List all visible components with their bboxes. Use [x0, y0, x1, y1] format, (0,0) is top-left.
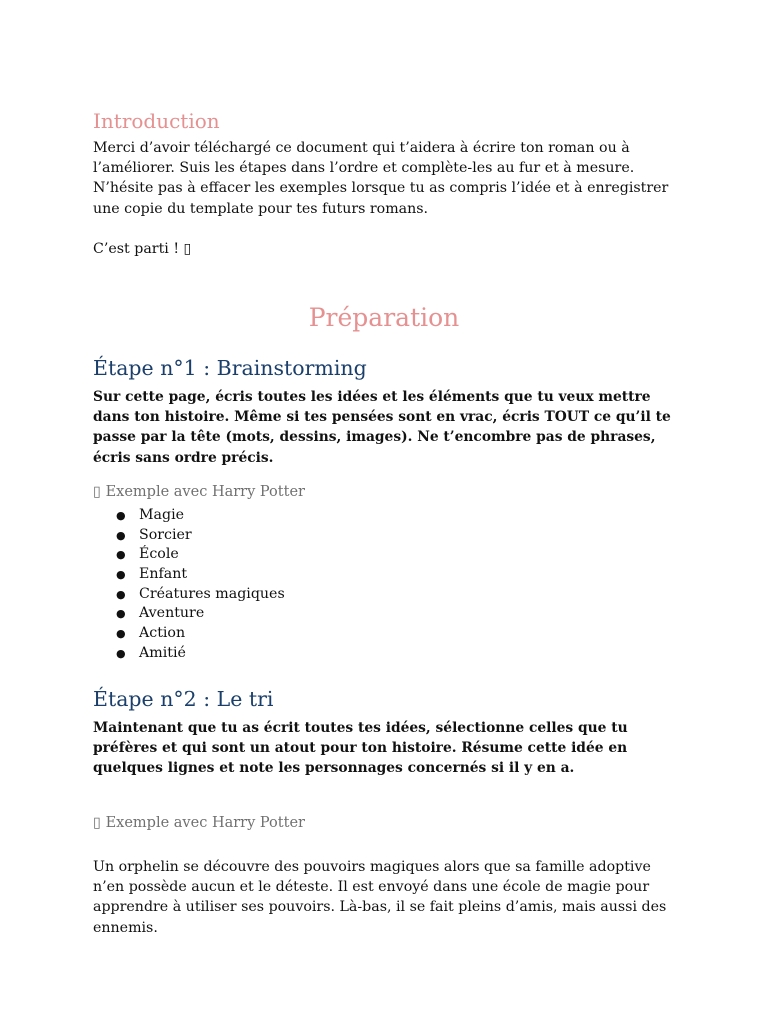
- bullet-icon: ●: [116, 587, 126, 601]
- cest-parti-line: C’est parti ! ▯: [93, 241, 192, 257]
- bullet-icon: ●: [116, 528, 126, 542]
- list-item: [93, 506, 285, 526]
- step2-example-label: ▯ Exemple avec Harry Potter: [93, 815, 305, 831]
- bullet-icon: ●: [116, 607, 126, 621]
- list-item: [93, 565, 285, 585]
- introduction-heading: Introduction: [93, 109, 220, 133]
- list-item: [93, 545, 285, 565]
- step2-heading: Étape n°2 : Le tri: [93, 687, 274, 711]
- list-item: [93, 624, 285, 644]
- bullet-icon: ●: [116, 509, 126, 522]
- introduction-paragraph: Merci d’avoir téléchargé ce document qui t’aidera à écrire ton roman ou à l’améliorer. Suis les étapes dans l’ordre et complète-les au fur et à mesure. N’hésite pas à effacer les exemples lorsque tu as compris l’idée et à enregistrer une copie du template pour tes futurs romans.: [93, 140, 669, 217]
- bullet-icon: ●: [116, 646, 126, 660]
- step1-example-label: ▯ Exemple avec Harry Potter: [93, 484, 305, 500]
- list-item-label: École: [139, 546, 179, 563]
- bullet-icon: ●: [116, 568, 126, 582]
- brainstorm-list: [93, 506, 285, 664]
- bullet-icon: ●: [116, 548, 126, 562]
- step1-instructions: Sur cette page, écris toutes les idées et les éléments que tu veux mettre dans ton histoire. Même si tes pensées sont en vrac, écris TOUT ce qu’il te passe par la tête (mots, dessins, images). Ne t’encombre pas de phrases, écris sans ordre précis.: [93, 389, 671, 466]
- list-item-label: Créatures magiques: [139, 585, 285, 602]
- list-item-label: Enfant: [139, 566, 188, 583]
- list-item-label: Magie: [139, 507, 185, 523]
- preparation-heading: Préparation: [308, 303, 460, 332]
- list-item-label: Amitié: [139, 644, 186, 661]
- step1-heading: Étape n°1 : Brainstorming: [93, 356, 367, 380]
- list-item-label: Aventure: [139, 605, 205, 622]
- step2-instructions: Maintenant que tu as écrit toutes tes idées, sélectionne celles que tu préfères et qui sont un atout pour ton histoire. Résume cette idée en quelques lignes et note les personnages concernés si il y en a.: [93, 720, 628, 777]
- list-item-label: Sorcier: [139, 526, 192, 543]
- bullet-icon: ●: [116, 627, 126, 641]
- list-item: [93, 604, 285, 624]
- list-item: [93, 526, 285, 546]
- step2-example-text: Un orphelin se découvre des pouvoirs magiques alors que sa famille adoptive n’en possède aucun et le déteste. Il est envoyé dans une école de magie pour apprendre à utiliser ses pouvoirs. Là-bas, il se fait pleins d’amis, mais aussi des ennemis.: [93, 859, 667, 936]
- list-item: [93, 644, 285, 664]
- list-item-label: Action: [139, 625, 186, 642]
- list-item: [93, 585, 285, 605]
